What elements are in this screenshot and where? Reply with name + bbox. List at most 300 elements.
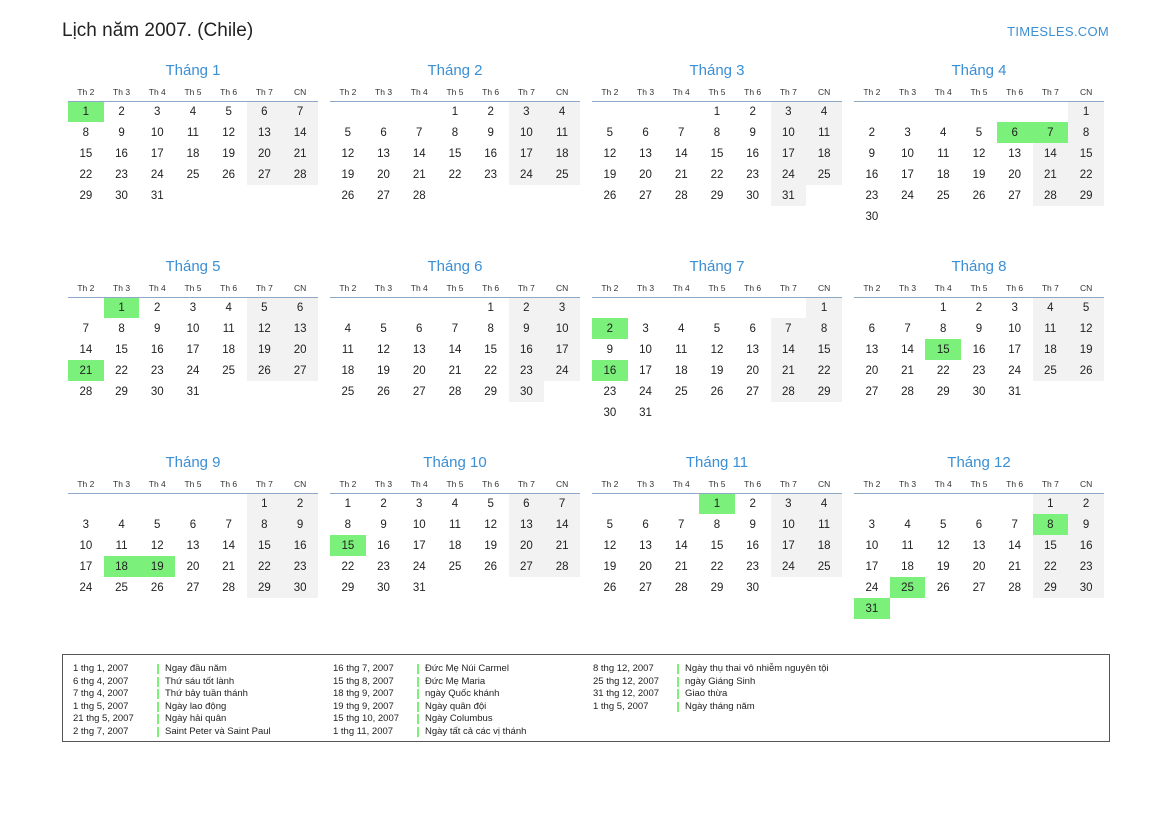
day-cell[interactable]: 18 xyxy=(1033,339,1069,360)
day-cell[interactable]: 12 xyxy=(484,518,498,531)
day-cell[interactable]: 5 xyxy=(975,126,983,139)
day-cell[interactable]: 14 xyxy=(901,343,914,356)
day-cell[interactable]: 9 xyxy=(868,147,876,160)
day-cell[interactable]: 10 xyxy=(150,126,164,139)
day-cell[interactable]: 14 xyxy=(448,343,462,356)
day-cell[interactable]: 3 xyxy=(82,518,90,531)
day-cell[interactable]: 18 xyxy=(806,535,842,556)
day-cell[interactable]: 14 xyxy=(1008,539,1022,552)
day-cell[interactable]: 12 xyxy=(247,318,283,339)
day-cell[interactable]: 20 xyxy=(412,364,426,377)
day-cell[interactable]: 31 xyxy=(771,185,807,206)
day-cell[interactable]: 31 xyxy=(186,385,200,398)
day-cell[interactable]: 12 xyxy=(1068,318,1104,339)
day-cell[interactable]: 19 xyxy=(972,168,986,181)
day-cell[interactable]: 9 xyxy=(749,518,756,531)
day-cell[interactable]: 14 xyxy=(674,147,688,160)
day-cell[interactable]: 26 xyxy=(222,168,236,181)
day-cell[interactable]: 19 xyxy=(1068,339,1104,360)
day-cell[interactable]: 24 xyxy=(544,360,580,381)
day-cell[interactable]: 7 xyxy=(544,493,580,514)
day-cell[interactable]: 17 xyxy=(150,147,164,160)
day-cell[interactable]: 14 xyxy=(222,539,236,552)
day-cell[interactable]: 25 xyxy=(544,164,580,185)
day-cell[interactable]: 20 xyxy=(1008,168,1022,181)
day-cell[interactable]: 9 xyxy=(282,514,318,535)
day-cell[interactable]: 18 xyxy=(936,168,950,181)
day-cell[interactable]: 11 xyxy=(901,539,914,552)
day-cell[interactable]: 16 xyxy=(509,339,545,360)
day-cell[interactable]: 5 xyxy=(225,105,232,118)
day-cell[interactable]: 27 xyxy=(509,556,545,577)
day-cell-holiday[interactable]: 1 xyxy=(699,493,735,514)
day-cell[interactable]: 22 xyxy=(341,560,355,573)
day-cell[interactable]: 23 xyxy=(509,360,545,381)
day-cell[interactable]: 7 xyxy=(416,126,423,139)
day-cell[interactable]: 23 xyxy=(282,556,318,577)
day-cell[interactable]: 17 xyxy=(79,560,93,573)
day-cell[interactable]: 5 xyxy=(713,322,721,335)
day-cell[interactable]: 19 xyxy=(484,539,498,552)
day-cell[interactable]: 20 xyxy=(639,560,652,573)
day-cell[interactable]: 3 xyxy=(544,297,580,318)
day-cell[interactable]: 9 xyxy=(487,126,494,139)
day-cell[interactable]: 23 xyxy=(972,364,986,377)
day-cell[interactable]: 30 xyxy=(282,577,318,598)
day-cell[interactable]: 13 xyxy=(746,343,760,356)
day-cell-holiday[interactable]: 16 xyxy=(592,360,628,381)
day-cell-holiday[interactable]: 1 xyxy=(68,101,104,122)
day-cell[interactable]: 17 xyxy=(509,143,545,164)
day-cell[interactable]: 2 xyxy=(380,497,387,510)
day-cell[interactable]: 26 xyxy=(936,581,950,594)
day-cell-holiday[interactable]: 25 xyxy=(890,577,926,598)
day-cell[interactable]: 5 xyxy=(487,497,494,510)
day-cell[interactable]: 22 xyxy=(1033,556,1069,577)
day-cell[interactable]: 7 xyxy=(282,101,318,122)
day-cell[interactable]: 16 xyxy=(865,168,879,181)
day-cell[interactable]: 9 xyxy=(118,126,125,139)
day-cell[interactable]: 31 xyxy=(412,581,426,594)
day-cell[interactable]: 28 xyxy=(674,581,688,594)
day-cell[interactable]: 1 xyxy=(451,105,459,118)
day-cell[interactable]: 19 xyxy=(341,168,355,181)
day-cell[interactable]: 18 xyxy=(901,560,914,573)
day-cell[interactable]: 30 xyxy=(115,189,128,202)
day-cell[interactable]: 28 xyxy=(412,189,426,202)
day-cell[interactable]: 2 xyxy=(154,301,161,314)
day-cell[interactable]: 27 xyxy=(972,581,986,594)
day-cell[interactable]: 2 xyxy=(118,105,125,118)
day-cell[interactable]: 27 xyxy=(377,189,390,202)
day-cell[interactable]: 27 xyxy=(639,189,652,202)
day-cell[interactable]: 1 xyxy=(344,497,352,510)
day-cell[interactable]: 25 xyxy=(674,385,688,398)
day-cell[interactable]: 28 xyxy=(222,581,236,594)
day-cell[interactable]: 4 xyxy=(451,497,459,510)
day-cell[interactable]: 5 xyxy=(344,126,352,139)
day-cell[interactable]: 7 xyxy=(451,322,459,335)
day-cell[interactable]: 23 xyxy=(377,560,390,573)
day-cell[interactable]: 18 xyxy=(341,364,355,377)
day-cell[interactable]: 19 xyxy=(936,560,950,573)
day-cell[interactable]: 8 xyxy=(118,322,125,335)
day-cell[interactable]: 29 xyxy=(341,581,355,594)
day-cell[interactable]: 3 xyxy=(642,322,649,335)
day-cell[interactable]: 19 xyxy=(247,339,283,360)
day-cell[interactable]: 24 xyxy=(901,189,914,202)
day-cell[interactable]: 7 xyxy=(771,318,807,339)
day-cell[interactable]: 22 xyxy=(484,364,498,377)
day-cell[interactable]: 25 xyxy=(1033,360,1069,381)
day-cell[interactable]: 20 xyxy=(865,364,879,377)
day-cell[interactable]: 30 xyxy=(377,581,390,594)
day-cell[interactable]: 28 xyxy=(282,164,318,185)
day-cell-holiday[interactable]: 8 xyxy=(1033,514,1069,535)
day-cell[interactable]: 5 xyxy=(606,518,614,531)
day-cell[interactable]: 30 xyxy=(603,406,617,419)
day-cell[interactable]: 9 xyxy=(154,322,161,335)
day-cell[interactable]: 24 xyxy=(186,364,200,377)
day-cell[interactable]: 28 xyxy=(674,189,688,202)
day-cell[interactable]: 5 xyxy=(1068,297,1104,318)
day-cell[interactable]: 7 xyxy=(1011,518,1018,531)
day-cell[interactable]: 23 xyxy=(865,189,879,202)
day-cell[interactable]: 21 xyxy=(282,143,318,164)
day-cell[interactable]: 14 xyxy=(544,514,580,535)
day-cell[interactable]: 26 xyxy=(150,581,164,594)
day-cell[interactable]: 2 xyxy=(868,126,876,139)
day-cell[interactable]: 4 xyxy=(678,322,685,335)
day-cell[interactable]: 6 xyxy=(416,322,423,335)
day-cell[interactable]: 25 xyxy=(222,364,236,377)
day-cell[interactable]: 5 xyxy=(380,322,387,335)
day-cell[interactable]: 4 xyxy=(806,493,842,514)
day-cell[interactable]: 22 xyxy=(710,560,724,573)
day-cell[interactable]: 29 xyxy=(1033,577,1069,598)
day-cell[interactable]: 3 xyxy=(154,105,161,118)
day-cell[interactable]: 10 xyxy=(79,539,93,552)
day-cell[interactable]: 11 xyxy=(806,514,842,535)
day-cell[interactable]: 6 xyxy=(642,518,649,531)
day-cell[interactable]: 12 xyxy=(377,343,390,356)
day-cell[interactable]: 30 xyxy=(509,381,545,402)
day-cell[interactable]: 26 xyxy=(603,581,617,594)
day-cell[interactable]: 25 xyxy=(806,164,842,185)
day-cell[interactable]: 24 xyxy=(771,164,807,185)
day-cell[interactable]: 22 xyxy=(1068,164,1104,185)
day-cell[interactable]: 29 xyxy=(115,385,128,398)
day-cell[interactable]: 11 xyxy=(806,122,842,143)
day-cell[interactable]: 22 xyxy=(247,556,283,577)
day-cell[interactable]: 16 xyxy=(377,539,390,552)
day-cell[interactable]: 9 xyxy=(509,318,545,339)
day-cell[interactable]: 30 xyxy=(865,210,879,223)
day-cell[interactable]: 13 xyxy=(282,318,318,339)
day-cell[interactable]: 12 xyxy=(341,147,355,160)
day-cell[interactable]: 20 xyxy=(746,364,760,377)
day-cell[interactable]: 12 xyxy=(936,539,950,552)
day-cell[interactable]: 6 xyxy=(247,101,283,122)
day-cell[interactable]: 23 xyxy=(150,364,164,377)
day-cell[interactable]: 8 xyxy=(82,126,90,139)
day-cell[interactable]: 21 xyxy=(901,364,914,377)
day-cell[interactable]: 19 xyxy=(222,147,236,160)
day-cell[interactable]: 2 xyxy=(282,493,318,514)
day-cell[interactable]: 21 xyxy=(448,364,462,377)
day-cell[interactable]: 20 xyxy=(282,339,318,360)
day-cell[interactable]: 14 xyxy=(674,539,688,552)
day-cell[interactable]: 12 xyxy=(150,539,164,552)
day-cell[interactable]: 7 xyxy=(678,126,685,139)
day-cell[interactable]: 25 xyxy=(186,168,200,181)
day-cell[interactable]: 9 xyxy=(1068,514,1104,535)
day-cell[interactable]: 26 xyxy=(1068,360,1104,381)
day-cell[interactable]: 10 xyxy=(509,122,545,143)
day-cell[interactable]: 13 xyxy=(1008,147,1022,160)
day-cell[interactable]: 15 xyxy=(710,539,724,552)
day-cell[interactable]: 27 xyxy=(746,385,760,398)
day-cell[interactable]: 27 xyxy=(186,581,200,594)
day-cell-holiday[interactable]: 18 xyxy=(104,556,140,577)
day-cell[interactable]: 16 xyxy=(115,147,128,160)
day-cell[interactable]: 13 xyxy=(639,539,652,552)
day-cell[interactable]: 17 xyxy=(771,535,807,556)
day-cell[interactable]: 10 xyxy=(544,318,580,339)
day-cell[interactable]: 6 xyxy=(189,518,197,531)
day-cell[interactable]: 31 xyxy=(1008,385,1022,398)
day-cell[interactable]: 12 xyxy=(972,147,986,160)
day-cell[interactable]: 18 xyxy=(674,364,688,377)
day-cell[interactable]: 3 xyxy=(771,493,807,514)
day-cell[interactable]: 20 xyxy=(509,535,545,556)
day-cell[interactable]: 4 xyxy=(544,101,580,122)
day-cell[interactable]: 21 xyxy=(222,560,236,573)
day-cell[interactable]: 7 xyxy=(82,322,90,335)
day-cell[interactable]: 24 xyxy=(639,385,652,398)
day-cell[interactable]: 25 xyxy=(341,385,355,398)
day-cell[interactable]: 2 xyxy=(749,105,756,118)
day-cell[interactable]: 20 xyxy=(639,168,652,181)
day-cell[interactable]: 19 xyxy=(377,364,390,377)
day-cell[interactable]: 15 xyxy=(448,147,462,160)
day-cell[interactable]: 31 xyxy=(639,406,652,419)
day-cell[interactable]: 15 xyxy=(710,147,724,160)
day-cell[interactable]: 20 xyxy=(972,560,986,573)
day-cell[interactable]: 29 xyxy=(247,577,283,598)
day-cell[interactable]: 14 xyxy=(1033,143,1069,164)
day-cell[interactable]: 12 xyxy=(222,126,236,139)
day-cell-holiday[interactable]: 15 xyxy=(330,535,366,556)
day-cell[interactable]: 16 xyxy=(150,343,164,356)
day-cell[interactable]: 23 xyxy=(1068,556,1104,577)
day-cell[interactable]: 16 xyxy=(484,147,498,160)
day-cell[interactable]: 13 xyxy=(412,343,426,356)
day-cell[interactable]: 24 xyxy=(150,168,164,181)
day-cell[interactable]: 1 xyxy=(940,301,947,314)
day-cell[interactable]: 16 xyxy=(972,343,986,356)
day-cell[interactable]: 3 xyxy=(416,497,423,510)
day-cell[interactable]: 26 xyxy=(247,360,283,381)
day-cell[interactable]: 27 xyxy=(865,385,879,398)
day-cell[interactable]: 11 xyxy=(186,126,199,139)
day-cell[interactable]: 10 xyxy=(771,122,807,143)
day-cell[interactable]: 8 xyxy=(940,322,947,335)
day-cell[interactable]: 4 xyxy=(940,126,947,139)
day-cell[interactable]: 4 xyxy=(1033,297,1069,318)
day-cell[interactable]: 6 xyxy=(282,297,318,318)
day-cell[interactable]: 14 xyxy=(79,343,93,356)
day-cell[interactable]: 27 xyxy=(247,164,283,185)
day-cell[interactable]: 17 xyxy=(771,143,807,164)
day-cell[interactable]: 13 xyxy=(509,514,545,535)
day-cell[interactable]: 11 xyxy=(341,343,354,356)
brand-link[interactable]: TIMESLES.COM xyxy=(1007,24,1109,39)
day-cell[interactable]: 6 xyxy=(380,126,387,139)
day-cell[interactable]: 5 xyxy=(940,518,947,531)
day-cell[interactable]: 10 xyxy=(412,518,426,531)
day-cell[interactable]: 16 xyxy=(1068,535,1104,556)
day-cell[interactable]: 12 xyxy=(603,539,617,552)
day-cell[interactable]: 30 xyxy=(972,385,986,398)
day-cell[interactable]: 6 xyxy=(509,493,545,514)
day-cell[interactable]: 8 xyxy=(1068,122,1104,143)
day-cell[interactable]: 26 xyxy=(484,560,498,573)
day-cell[interactable]: 21 xyxy=(1033,164,1069,185)
day-cell[interactable]: 23 xyxy=(746,560,760,573)
day-cell[interactable]: 9 xyxy=(606,343,614,356)
day-cell[interactable]: 4 xyxy=(225,301,232,314)
day-cell[interactable]: 6 xyxy=(975,518,983,531)
day-cell[interactable]: 21 xyxy=(1008,560,1022,573)
day-cell[interactable]: 8 xyxy=(713,126,721,139)
day-cell[interactable]: 25 xyxy=(936,189,950,202)
day-cell[interactable]: 28 xyxy=(771,381,807,402)
day-cell[interactable]: 14 xyxy=(412,147,426,160)
day-cell[interactable]: 7 xyxy=(904,322,911,335)
day-cell[interactable]: 17 xyxy=(544,339,580,360)
day-cell[interactable]: 11 xyxy=(1033,318,1069,339)
day-cell[interactable]: 28 xyxy=(544,556,580,577)
day-cell[interactable]: 20 xyxy=(377,168,390,181)
day-cell[interactable]: 9 xyxy=(975,322,983,335)
day-cell[interactable]: 18 xyxy=(544,143,580,164)
day-cell[interactable]: 18 xyxy=(448,539,462,552)
day-cell[interactable]: 18 xyxy=(806,143,842,164)
day-cell[interactable]: 4 xyxy=(118,518,125,531)
day-cell-holiday[interactable]: 6 xyxy=(997,122,1033,143)
day-cell[interactable]: 11 xyxy=(115,539,128,552)
day-cell-holiday[interactable]: 21 xyxy=(68,360,104,381)
day-cell[interactable]: 21 xyxy=(674,168,688,181)
day-cell[interactable]: 28 xyxy=(448,385,462,398)
day-cell[interactable]: 17 xyxy=(865,560,879,573)
day-cell[interactable]: 13 xyxy=(639,147,652,160)
day-cell[interactable]: 22 xyxy=(79,168,93,181)
day-cell[interactable]: 28 xyxy=(901,385,914,398)
day-cell[interactable]: 4 xyxy=(806,101,842,122)
day-cell[interactable]: 26 xyxy=(603,189,617,202)
day-cell[interactable]: 25 xyxy=(115,581,128,594)
day-cell[interactable]: 22 xyxy=(806,360,842,381)
day-cell[interactable]: 10 xyxy=(901,147,914,160)
day-cell[interactable]: 14 xyxy=(282,122,318,143)
day-cell[interactable]: 17 xyxy=(1008,343,1022,356)
day-cell[interactable]: 10 xyxy=(1008,322,1022,335)
day-cell[interactable]: 6 xyxy=(749,322,756,335)
day-cell[interactable]: 2 xyxy=(749,497,756,510)
day-cell[interactable]: 30 xyxy=(1068,577,1104,598)
day-cell[interactable]: 17 xyxy=(639,364,652,377)
day-cell[interactable]: 15 xyxy=(1033,535,1069,556)
day-cell[interactable]: 30 xyxy=(746,189,760,202)
day-cell[interactable]: 23 xyxy=(603,385,617,398)
day-cell[interactable]: 15 xyxy=(79,147,93,160)
day-cell[interactable]: 5 xyxy=(247,297,283,318)
day-cell[interactable]: 27 xyxy=(282,360,318,381)
day-cell[interactable]: 11 xyxy=(675,343,688,356)
day-cell[interactable]: 5 xyxy=(606,126,614,139)
day-cell[interactable]: 25 xyxy=(806,556,842,577)
day-cell[interactable]: 1 xyxy=(806,297,842,318)
day-cell[interactable]: 22 xyxy=(448,168,462,181)
day-cell[interactable]: 24 xyxy=(79,581,93,594)
day-cell[interactable]: 27 xyxy=(1008,189,1022,202)
day-cell[interactable]: 3 xyxy=(1011,301,1018,314)
day-cell[interactable]: 16 xyxy=(282,535,318,556)
day-cell[interactable]: 12 xyxy=(603,147,617,160)
day-cell[interactable]: 10 xyxy=(865,539,879,552)
day-cell[interactable]: 3 xyxy=(868,518,876,531)
day-cell[interactable]: 15 xyxy=(484,343,498,356)
day-cell[interactable]: 11 xyxy=(544,122,580,143)
day-cell[interactable]: 14 xyxy=(771,339,807,360)
day-cell[interactable]: 11 xyxy=(448,518,461,531)
day-cell[interactable]: 9 xyxy=(749,126,756,139)
day-cell[interactable]: 26 xyxy=(972,189,986,202)
day-cell[interactable]: 17 xyxy=(901,168,914,181)
day-cell[interactable]: 15 xyxy=(247,535,283,556)
day-cell[interactable]: 16 xyxy=(746,147,760,160)
day-cell[interactable]: 13 xyxy=(972,539,986,552)
day-cell[interactable]: 10 xyxy=(639,343,652,356)
day-cell[interactable]: 7 xyxy=(678,518,685,531)
day-cell-holiday[interactable]: 31 xyxy=(854,598,890,619)
day-cell[interactable]: 10 xyxy=(771,514,807,535)
day-cell[interactable]: 17 xyxy=(186,343,200,356)
day-cell[interactable]: 1 xyxy=(1033,493,1069,514)
day-cell[interactable]: 29 xyxy=(710,581,724,594)
day-cell[interactable]: 9 xyxy=(380,518,387,531)
day-cell[interactable]: 11 xyxy=(222,322,235,335)
day-cell[interactable]: 8 xyxy=(487,322,494,335)
day-cell[interactable]: 24 xyxy=(509,164,545,185)
day-cell[interactable]: 1 xyxy=(1068,101,1104,122)
day-cell[interactable]: 29 xyxy=(710,189,724,202)
day-cell[interactable]: 13 xyxy=(377,147,390,160)
day-cell[interactable]: 19 xyxy=(603,168,617,181)
day-cell[interactable]: 26 xyxy=(377,385,390,398)
day-cell[interactable]: 6 xyxy=(642,126,649,139)
day-cell[interactable]: 20 xyxy=(186,560,200,573)
day-cell[interactable]: 23 xyxy=(115,168,128,181)
day-cell[interactable]: 21 xyxy=(674,560,688,573)
day-cell[interactable]: 1 xyxy=(487,301,494,314)
day-cell[interactable]: 29 xyxy=(1068,185,1104,206)
day-cell[interactable]: 30 xyxy=(150,385,164,398)
day-cell[interactable]: 30 xyxy=(746,581,760,594)
day-cell-holiday[interactable]: 15 xyxy=(925,339,961,360)
